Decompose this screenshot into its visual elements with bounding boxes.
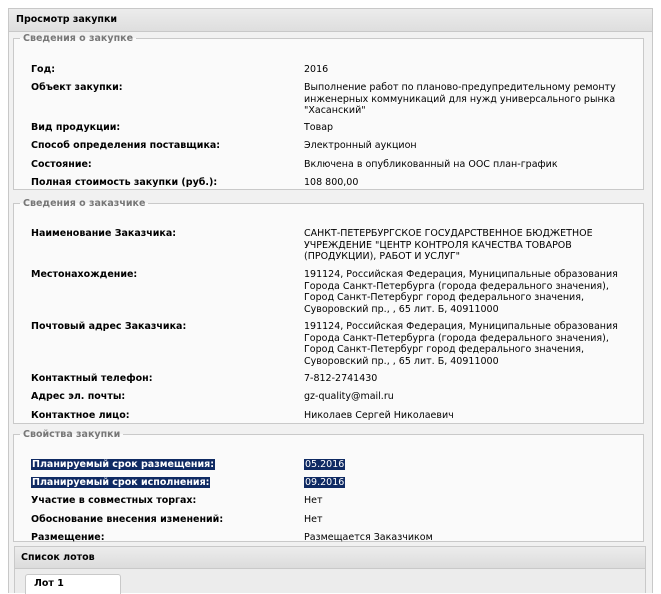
email-label: Адрес эл. почты: <box>31 391 126 402</box>
purchase-properties-legend: Свойства закупки <box>23 429 121 440</box>
phone-label: Контактный телефон: <box>31 373 153 384</box>
postal-address-value: 191124, Российская Федерация, Муниципальные образования Города Санкт-Петербурга (города федерального значения), Город Санкт-Петербург город федерального значения, Суворовский пр., , 65 лит. Б, 40911000 <box>304 321 618 367</box>
panel-title: Просмотр закупки <box>9 9 652 32</box>
joint-tenders-value: Нет <box>304 495 323 506</box>
placement-label: Размещение: <box>31 532 105 543</box>
placement-value: Размещается Заказчиком <box>304 532 433 543</box>
total-cost-label: Полная стоимость закупки (руб.): <box>31 177 218 188</box>
tab-lot-1[interactable]: Лот 1 <box>25 574 121 594</box>
execution-date-value-wrap <box>304 477 639 489</box>
placement-date-value-wrap <box>304 459 639 471</box>
customer-info-legend: Сведения о заказчике <box>23 198 146 209</box>
supplier-method-value: Электронный аукцион <box>304 140 417 151</box>
location-label: Местонахождение: <box>31 269 138 280</box>
lots-list-panel <box>14 546 646 593</box>
lots-list-title: Список лотов <box>15 547 645 569</box>
postal-address-label: Почтовый адрес Заказчика: <box>31 321 187 332</box>
location-value: 191124, Российская Федерация, Муниципальные образования Города Санкт-Петербурга (города федерального значения), Город Санкт-Петербург город федерального значения, Суворовский пр., , 65 лит. Б, 40911000 <box>304 269 618 315</box>
total-cost-value: 108 800,00 <box>304 177 359 188</box>
object-value: Выполнение работ по планово-предупредительному ремонту инженерных коммуникаций для нужд универсального рынка "Хасанский" <box>304 82 616 116</box>
customer-info-section <box>13 198 644 424</box>
object-label: Объект закупки: <box>31 82 123 93</box>
joint-tenders-label: Участие в совместных торгах: <box>31 495 197 506</box>
customer-name-value: САНКТ-ПЕТЕРБУРГСКОЕ ГОСУДАРСТВЕННОЕ БЮДЖЕТНОЕ УЧРЕЖДЕНИЕ "ЦЕНТР КОНТРОЛЯ КАЧЕСТВА ТОВАРОВ (ПРОДУКЦИИ), РАБОТ И УСЛУГ" <box>304 228 593 262</box>
change-reason-value: Нет <box>304 514 323 525</box>
purchase-properties-section <box>13 429 644 542</box>
execution-date-value: 09.2016 <box>305 477 345 488</box>
state-value: Включена в опубликованный на ООС план-график <box>304 159 558 170</box>
email-value: gz-quality@mail.ru <box>304 391 394 402</box>
year-value: 2016 <box>304 64 329 75</box>
year-label: Год: <box>31 64 56 75</box>
customer-name-label: Наименование Заказчика: <box>31 228 177 239</box>
purchase-info-section <box>13 33 644 190</box>
contact-person-value: Николаев Сергей Николаевич <box>304 410 454 421</box>
placement-date-value: 05.2016 <box>305 459 345 470</box>
state-label: Состояние: <box>31 159 92 170</box>
supplier-method-label: Способ определения поставщика: <box>31 140 221 151</box>
product-type-label: Вид продукции: <box>31 122 121 133</box>
contact-person-label: Контактное лицо: <box>31 410 130 421</box>
phone-value: 7-812-2741430 <box>304 373 378 384</box>
execution-date-label: Планируемый срок исполнения: <box>32 477 210 488</box>
change-reason-label: Обоснование внесения изменений: <box>31 514 224 525</box>
placement-date-label: Планируемый срок размещения: <box>32 459 215 470</box>
purchase-info-legend: Сведения о закупке <box>23 33 134 44</box>
product-type-value: Товар <box>304 122 334 133</box>
